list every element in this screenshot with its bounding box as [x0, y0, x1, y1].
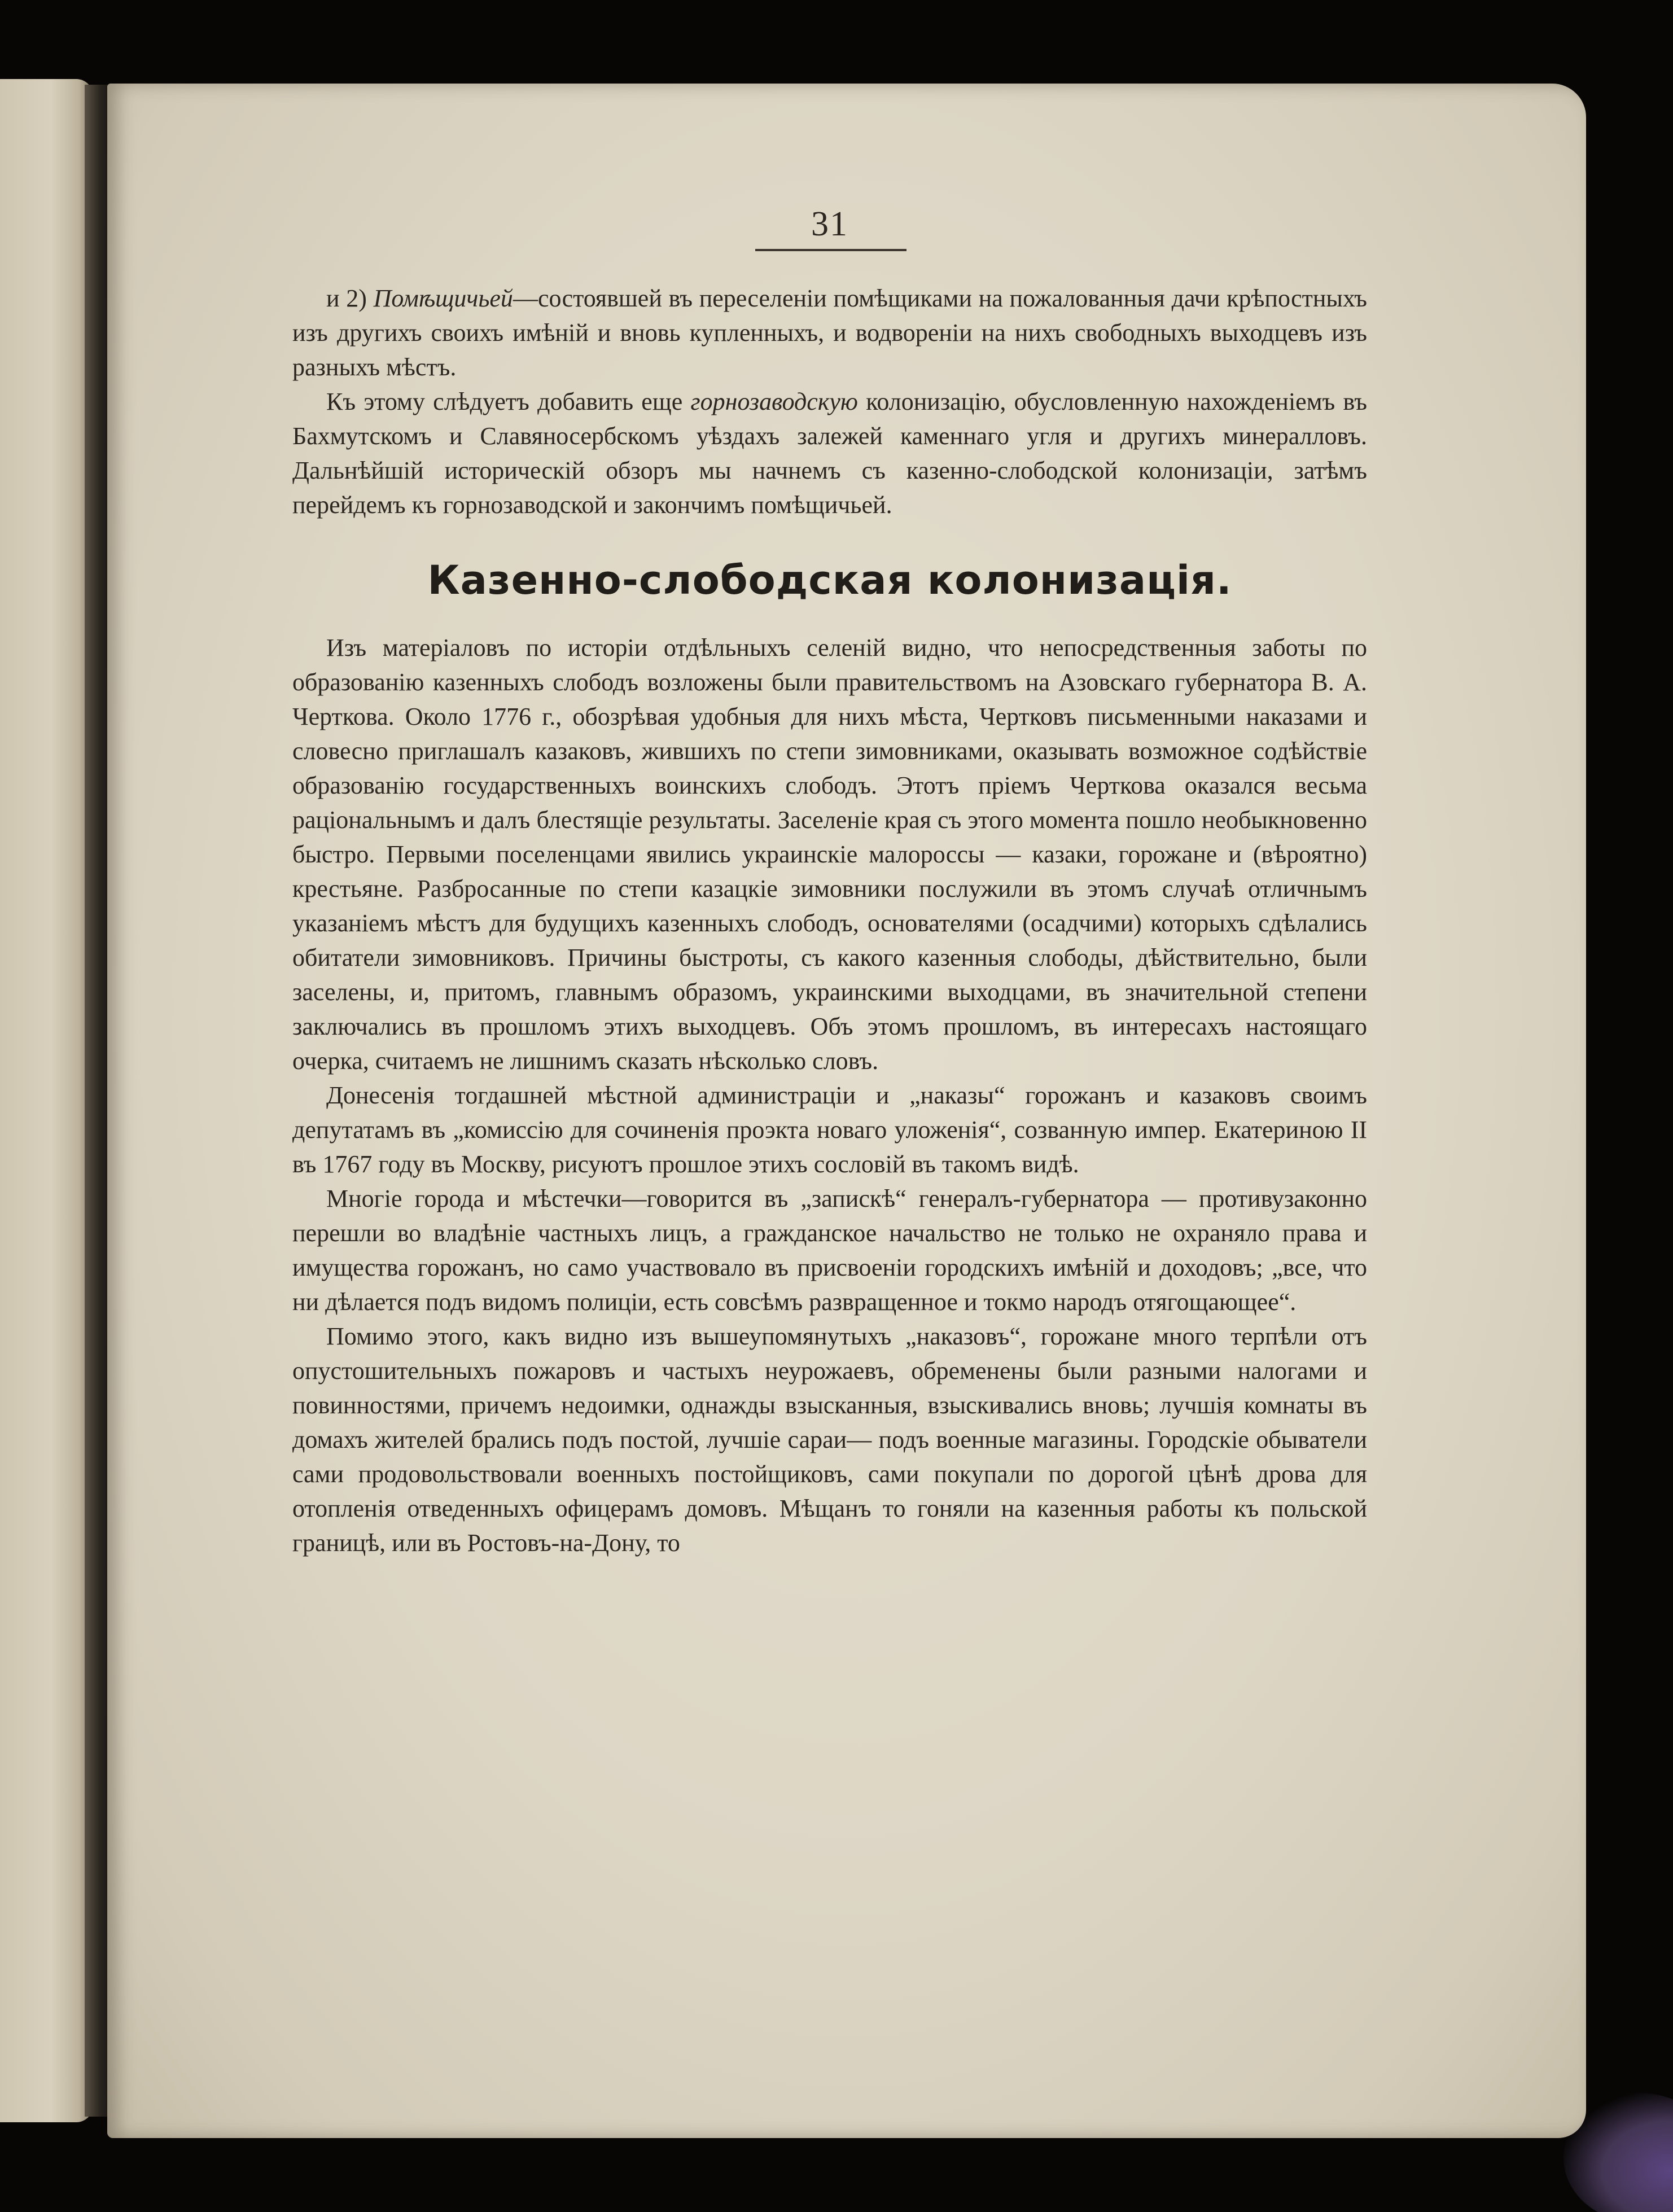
- paragraph: Донесенія тогдашней мѣстной администраціи и „наказы“ горожанъ и казаковъ своимъ депутатамъ въ „комиссію для сочиненія проэкта новаго уложенія“, созванную импер. Екатериною II въ 1767 году въ Москву, рисуютъ прошлое этихъ сословій въ такомъ видѣ.: [292, 1081, 1367, 1178]
- paragraph: Многіе города и мѣстечки—говорится въ „запискѣ“ генералъ-губернатора — противузаконно перешли во владѣніе частныхъ лицъ, а гражданское начальство не только не охраняло права и имущества горожанъ, но само участвовало въ присвоеніи городскихъ имѣній и доходовъ; „все, что ни дѣлается подъ видомъ полиціи, есть совсѣмъ развращенное и токмо народъ отягощающее“.: [292, 1185, 1367, 1316]
- emphasis-term: Помѣщичьей: [373, 284, 513, 312]
- paragraph: [292, 384, 1367, 522]
- paragraph: Изъ матеріаловъ по исторіи отдѣльныхъ селеній видно, что непосредственныя заботы по образованію казенныхъ слободъ возложены были правительствомъ на Азовскаго губернатора В. А. Черткова. Около 1776 г., обозрѣвая удобныя для нихъ мѣста, Чертковъ письменными наказами и словесно приглашалъ казаковъ, жившихъ по степи зимовниками, оказывать возможное содѣйствіе образованію государственныхъ воинскихъ слободъ. Этотъ пріемъ Черткова оказался весьма раціональнымъ и далъ блестящіе результаты. Заселеніе края съ этого момента пошло необыкновенно быстро. Первыми поселенцами явились украинскіе малороссы — казаки, горожане и (вѣроятно) крестьяне. Разбросанные по степи казацкіе зимовники послужили въ этомъ случаѣ отличнымъ указаніемъ мѣстъ для будущихъ казенныхъ слободъ, основателями (осадчими) которыхъ сдѣлались обитатели зимовниковъ. Причины быстроты, съ какого казенныя слободы, дѣйствительно, были заселены, и, притомъ, главнымъ образомъ, украинскими выходцами, въ значительной степени заключались въ прошломъ этихъ выходцевъ. Объ этомъ прошломъ, въ интересахъ настоящаго очерка, считаемъ не лишнимъ сказать нѣсколько словъ.: [292, 634, 1367, 1075]
- paragraph-lead: и 2): [326, 284, 374, 312]
- section-heading: Казенно-слободская колонизація.: [427, 557, 1232, 603]
- book-page: [107, 84, 1586, 2138]
- paragraph-rest: —состоявшей въ переселеніи помѣщиками на пожалованныя дачи крѣпостныхъ изъ другихъ своихъ имѣній и вновь купленныхъ, и водвореніи на нихъ свободныхъ выходцевъ изъ разныхъ мѣстъ.: [292, 284, 1368, 381]
- page-number-rule: [755, 249, 906, 251]
- body-text: [292, 281, 1367, 1560]
- facing-page-edge: [0, 79, 93, 2122]
- emphasis-term: горнозаводскую: [690, 388, 858, 415]
- paragraph: Помимо этого, какъ видно изъ вышеупомянутыхъ „наказовъ“, горожане много терпѣли отъ опустошительныхъ пожаровъ и частыхъ неурожаевъ, обременены были разными налогами и повинностями, причемъ недоимки, однажды взысканныя, взыскивались вновь; лучшія комнаты въ домахъ жителей брались подъ постой, лучшіе сараи— подъ военные магазины. Городскіе обыватели сами продовольствовали военныхъ постойщиковъ, сами покупали по дорогой цѣнѣ дрова для отопленія отведенныхъ офицерамъ домовъ. Мѣщанъ то гоняли на казенныя работы къ польской границѣ, или въ Ростовъ-на-Дону, то: [292, 1322, 1367, 1557]
- ink-stain: [1563, 2093, 1673, 2212]
- paragraph: [292, 281, 1367, 384]
- book-gutter: [85, 85, 110, 2117]
- page-number: 31: [811, 205, 848, 243]
- paragraph-lead: Къ этому слѣдуетъ добавить еще: [326, 388, 691, 415]
- paragraph-rest: колонизацію, обусловленную нахожденіемъ въ Бахмутскомъ и Славяносербскомъ уѣздахъ залежей каменнаго угля и другихъ минералловъ. Дальнѣйшій историческій обзоръ мы начнемъ съ казенно-слободской колонизаціи, затѣмъ перейдемъ къ горнозаводской и закончимъ помѣщичьей.: [292, 388, 1367, 519]
- page-content: [292, 84, 1367, 2138]
